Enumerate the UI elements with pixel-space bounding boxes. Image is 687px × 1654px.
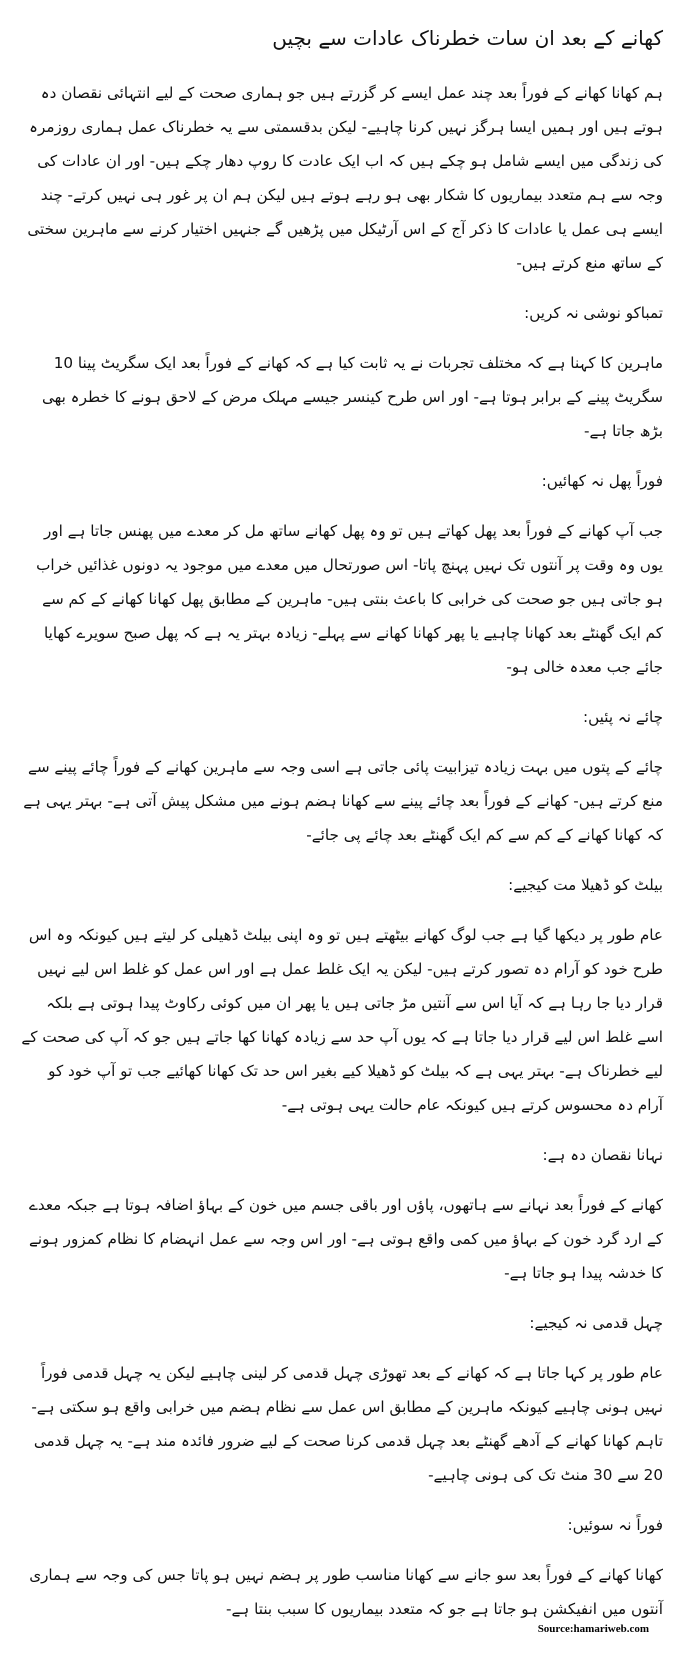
article-title: کھانے کے بعد ان سات خطرناک عادات سے بچیں [272, 26, 663, 50]
section-body-fruit: جب آپ کھانے کے فوراً بعد پھل کھاتے ہیں تو وہ پھل کھانے ساتھ مل کر معدے میں پھنس جاتا ہے اور یوں وہ وقت پر آنتوں تک نہیں پہنچ پاتا- اس صورتحال میں معدے میں موجود یہ دونوں غذائیں خراب ہو جاتی ہیں جو صحت کی خرابی کا باعث بنتی ہیں- ماہرین کے مطابق پھل کھانا کھانے کے کم سے کم ایک گھنٹے بعد کھانا چاہیے یا پھر کھانا کھانے سے پہلے- زیادہ بہتر یہ ہے کہ پھل صبح سویرے کھایا جائے جب معدہ خالی ہو- [36, 522, 663, 676]
section-heading-tea: چائے نہ پئیں: [583, 708, 663, 726]
section-body-sleeping: کھانا کھانے کے فوراً بعد سو جانے سے کھانا مناسب طور پر ہضم نہیں ہو پاتا جس کی وجہ سے ہماری آنتوں میں انفیکشن ہو جاتا ہے جو کہ متعدد بیماریوں کا سبب بنتا ہے- [29, 1566, 663, 1618]
section-heading-sleeping: فوراً نہ سوئیں: [567, 1516, 663, 1534]
section-heading-smoking: تمباکو نوشی نہ کریں: [524, 304, 663, 322]
section-body-bathing: کھانے کے فوراً بعد نہانے سے ہاتھوں، پاؤں اور باقی جسم میں خون کے بہاؤ اضافہ ہوتا ہے جبکہ معدے کے ارد گرد خون کے بہاؤ میں کمی واقع ہوتی ہے- اور اس وجہ سے عمل انہضام کا نظام کمزور ہونے کا خدشہ پیدا ہو جاتا ہے- [28, 1196, 663, 1282]
section-body-belt: عام طور پر دیکھا گیا ہے جب لوگ کھانے بیٹھتے ہیں تو وہ اپنی بیلٹ ڈھیلی کر لیتے ہیں کیونکہ وہ اس طرح خود کو آرام دہ تصور کرتے ہیں- لیکن یہ ایک غلط عمل ہے اور اس عمل کو غلط اس لیے نہیں قرار دیا جا رہا ہے کہ آیا اس سے آنتیں مڑ جاتی ہیں یا پھر ان میں کوئی رکاوٹ پیدا ہوتی ہے بلکہ اسے غلط اس لیے قرار دیا جاتا ہے کہ یوں آپ حد سے زیادہ کھانا کھا جاتے ہیں جو کہ آپ کی صحت کے لیے خطرناک ہے- بہتر یہی ہے کہ بیلٹ کو ڈھیلا کیے بغیر اس حد تک کھانا کھائیے جب تو آپ خود کو آرام دہ محسوس کرتے ہیں کیونکہ عام حالت یہی ہوتی ہے- [21, 926, 663, 1114]
section-body-walking: عام طور پر کہا جاتا ہے کہ کھانے کے بعد تھوڑی چہل قدمی کر لینی چاہیے لیکن یہ چہل قدمی فوراً نہیں ہونی چاہیے کیونکہ ماہرین کے مطابق اس عمل سے نظام ہضم میں خرابی واقع ہو سکتی ہے- تاہم کھانا کھانے کے آدھے گھنٹے بعد چہل قدمی کرنا صحت کے لیے ضرور فائدہ مند ہے- یہ چہل قدمی 20 سے 30 منٹ تک کی ہونی چاہیے- [31, 1364, 663, 1484]
section-body-tea: چائے کے پتوں میں بہت زیادہ تیزابیت پائی جاتی ہے اسی وجہ سے ماہرین کھانے کے فوراً چائے پینے سے منع کرتے ہیں- کھانے کے فوراً بعد چائے پینے سے کھانا ہضم ہونے میں مشکل پیش آتی ہے- بہتر یہی ہے کہ کھانا کھانے کے کم سے کم ایک گھنٹے بعد چائے پی جائے- [23, 758, 663, 844]
section-heading-fruit: فوراً پھل نہ کھائیں: [541, 472, 663, 490]
section-heading-walking: چہل قدمی نہ کیجیے: [529, 1314, 663, 1332]
source-credit: Source:hamariweb.com [537, 1623, 649, 1635]
section-body-smoking: ماہرین کا کہنا ہے کہ مختلف تجربات نے یہ ثابت کیا ہے کہ کھانے کے فوراً بعد ایک سگریٹ پینا 10 سگریٹ پینے کے برابر ہوتا ہے- اور اس طرح کینسر جیسے مہلک مرض کے لاحق ہونے کا خطرہ بھی بڑھ جاتا ہے- [41, 354, 663, 440]
section-heading-belt: بیلٹ کو ڈھیلا مت کیجیے: [508, 876, 663, 894]
article-intro: ہم کھانا کھانے کے فوراً بعد چند عمل ایسے کر گزرتے ہیں جو ہماری صحت کے لیے انتہائی نقصان دہ ہوتے ہیں اور ہمیں ایسا ہرگز نہیں کرنا چاہیے- لیکن بدقسمتی سے یہ خطرناک عمل ہماری روزمرہ کی زندگی میں ایسے شامل ہو چکے ہیں کہ اب ایک عادت کا روپ دھار چکے ہیں- اور ان عادات کی وجہ سے ہم متعدد بیماریوں کا شکار بھی ہو رہے ہوتے ہیں لیکن ہم ان پر غور ہی نہیں کرتے- چند ایسے ہی عمل یا عادات کا ذکر آج کے اس آرٹیکل میں پڑھیں گے جنہیں اختیار کرنے سے ماہرین سختی کے ساتھ منع کرتے ہیں- [27, 84, 663, 272]
section-heading-bathing: نہانا نقصان دہ ہے: [542, 1146, 663, 1164]
